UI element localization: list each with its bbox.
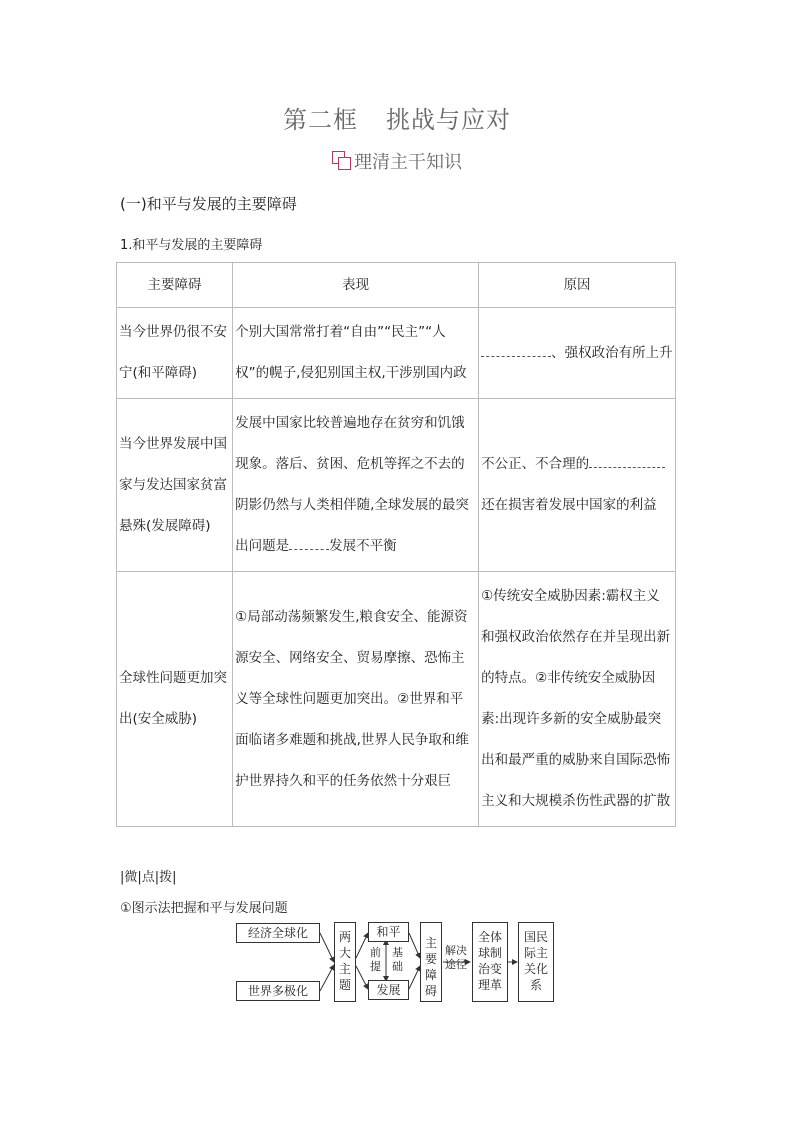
peace-development-diagram	[232, 918, 562, 1004]
obstacle-cell: 当今世界仍很不安宁(和平障碍)	[117, 308, 233, 399]
fill-blank[interactable]	[589, 466, 665, 468]
box-economic-globalization: 经济全球化	[236, 923, 320, 943]
box-main-obstacles: 主 要 障 碍	[420, 922, 442, 1002]
label-solution-path: 解决 途径	[445, 944, 467, 971]
section-header: 理清主干知识	[0, 148, 794, 174]
table-header-cell: 主要障碍	[117, 263, 233, 308]
cause-cell: ①传统安全威胁因素:霸权主义和强权政治依然存在并呈现出新的特点。②非传统安全威胁因素:出现许多新的安全威胁最突出和最严重的威胁来自国际恐怖主义和大规模杀伤性武器的扩散	[479, 572, 676, 827]
section-squares-icon	[332, 151, 352, 171]
box-global-governance-reform: 全体 球制 治变 理革	[472, 922, 508, 1002]
manifestation-cell: ①局部动荡频繁发生,粮食安全、能源资源安全、网络安全、贸易摩擦、恐怖主义等全球性问题更加突出。②世界和平面临诸多难题和挑战,世界人民争取和维护世界持久和平的任务依然十分艰巨	[233, 572, 479, 827]
manifestation-cell: 发展中国家比较普遍地存在贫穷和饥饿现象。落后、贫困、危机等挥之不去的阴影仍然与人类相伴随,全球发展的最突出问题是 发展不平衡	[233, 399, 479, 572]
cause-cell: 、强权政治有所上升	[479, 308, 676, 399]
table-header-cell: 表现	[233, 263, 479, 308]
table-row	[117, 308, 676, 399]
manifestation-cell: 个别大国常常打着“自由”“民主”“人权”的幌子,侵犯别国主权,干涉别国内政	[233, 308, 479, 399]
box-peace: 和平	[368, 922, 409, 942]
obstacle-cell: 全球性问题更加突出(安全威胁)	[117, 572, 233, 827]
tip-label: |微|点|拨|	[120, 870, 177, 885]
box-two-themes: 两 大 主 题	[334, 922, 356, 1002]
label-basis: 基 础	[392, 946, 403, 973]
page-title: 第二框 挑战与应对	[283, 106, 511, 134]
obstacles-table	[116, 262, 676, 827]
table-header-cell: 原因	[479, 263, 676, 308]
label-premise: 前 提	[370, 946, 381, 973]
table-row	[117, 572, 676, 827]
table-header-row	[117, 263, 676, 308]
box-world-multipolarity: 世界多极化	[236, 981, 320, 1001]
box-democratization-of-international-relations: 国民 际主 关化 系	[518, 922, 554, 1002]
table-row	[117, 399, 676, 572]
fill-blank[interactable]	[289, 548, 329, 550]
tip-item: ①图示法把握和平与发展问题	[120, 901, 288, 916]
subheading-main-obstacles: 1.和平与发展的主要障碍	[120, 238, 263, 253]
heading-main-obstacles: (一)和平与发展的主要障碍	[120, 195, 297, 213]
obstacle-cell: 当今世界发展中国家与发达国家贫富悬殊(发展障碍)	[117, 399, 233, 572]
box-development: 发展	[368, 980, 409, 1000]
fill-blank[interactable]	[481, 355, 551, 357]
cause-cell: 不公正、不合理的还在损害着发展中国家的利益	[479, 399, 676, 572]
